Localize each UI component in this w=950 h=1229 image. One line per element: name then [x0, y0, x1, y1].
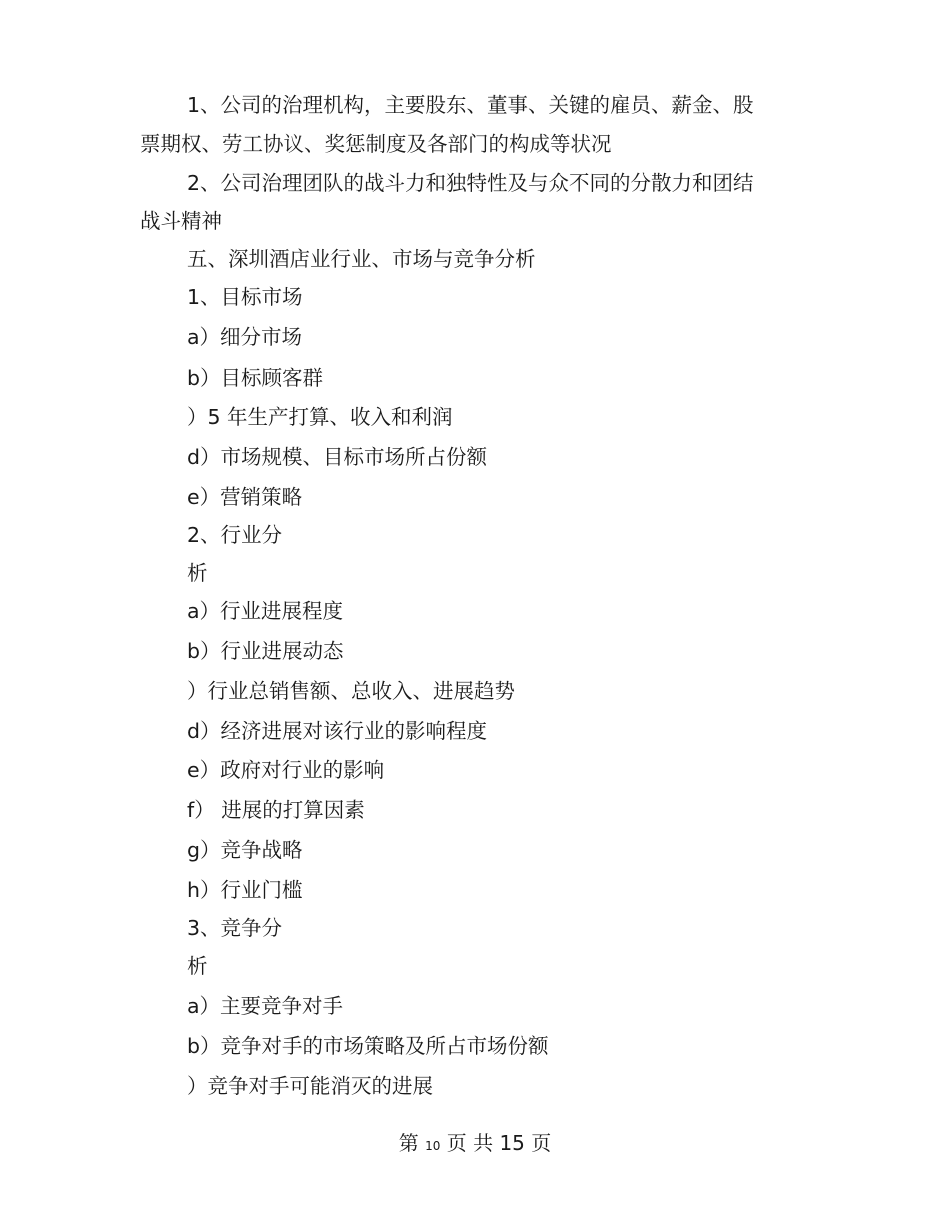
list-item: ）5 年生产打算、收入和利润 [187, 405, 453, 429]
list-item: 析 [187, 561, 208, 585]
paragraph-line: 票期权、劳工协议、奖惩制度及各部门的构成等状况 [140, 132, 612, 156]
page-number: 10 [425, 1139, 441, 1153]
list-item: g）竞争战略 [187, 838, 303, 862]
section-heading: 五、深圳酒店业行业、市场与竞争分析 [187, 247, 536, 271]
paragraph-line: 战斗精神 [140, 209, 222, 233]
list-item: 3、竞争分 [187, 916, 283, 940]
list-item: ）行业总销售额、总收入、进展趋势 [187, 679, 515, 703]
footer-middle: 页 共 [440, 1131, 500, 1155]
list-item: d）经济进展对该行业的影响程度 [187, 719, 488, 743]
total-pages: 15 [499, 1131, 525, 1155]
list-item: h）行业门槛 [187, 878, 303, 902]
list-item: b）目标顾客群 [187, 366, 324, 390]
list-item: b）竞争对手的市场策略及所占市场份额 [187, 1034, 549, 1058]
list-item: a）行业进展程度 [187, 599, 344, 623]
page-footer [0, 1130, 950, 1159]
list-item: e）营销策略 [187, 485, 303, 509]
list-item: e）政府对行业的影响 [187, 758, 385, 782]
list-item: a）主要竞争对手 [187, 994, 344, 1018]
paragraph-line: 1、公司的治理机构，主要股东、董事、关键的雇员、薪金、股 [187, 93, 754, 117]
footer-prefix: 第 [398, 1131, 426, 1155]
footer-suffix: 页 [524, 1131, 552, 1155]
list-item: b）行业进展动态 [187, 639, 344, 663]
paragraph-line: 2、公司治理团队的战斗力和独特性及与众不同的分散力和团结 [187, 171, 754, 195]
list-item: d）市场规模、目标市场所占份额 [187, 445, 488, 469]
list-item: 1、目标市场 [187, 285, 303, 309]
list-item: ）竞争对手可能消灭的进展 [187, 1074, 433, 1098]
list-item: f） 进展的打算因素 [187, 798, 365, 822]
list-item: 析 [187, 954, 208, 978]
list-item: a）细分市场 [187, 325, 303, 349]
list-item: 2、行业分 [187, 523, 283, 547]
